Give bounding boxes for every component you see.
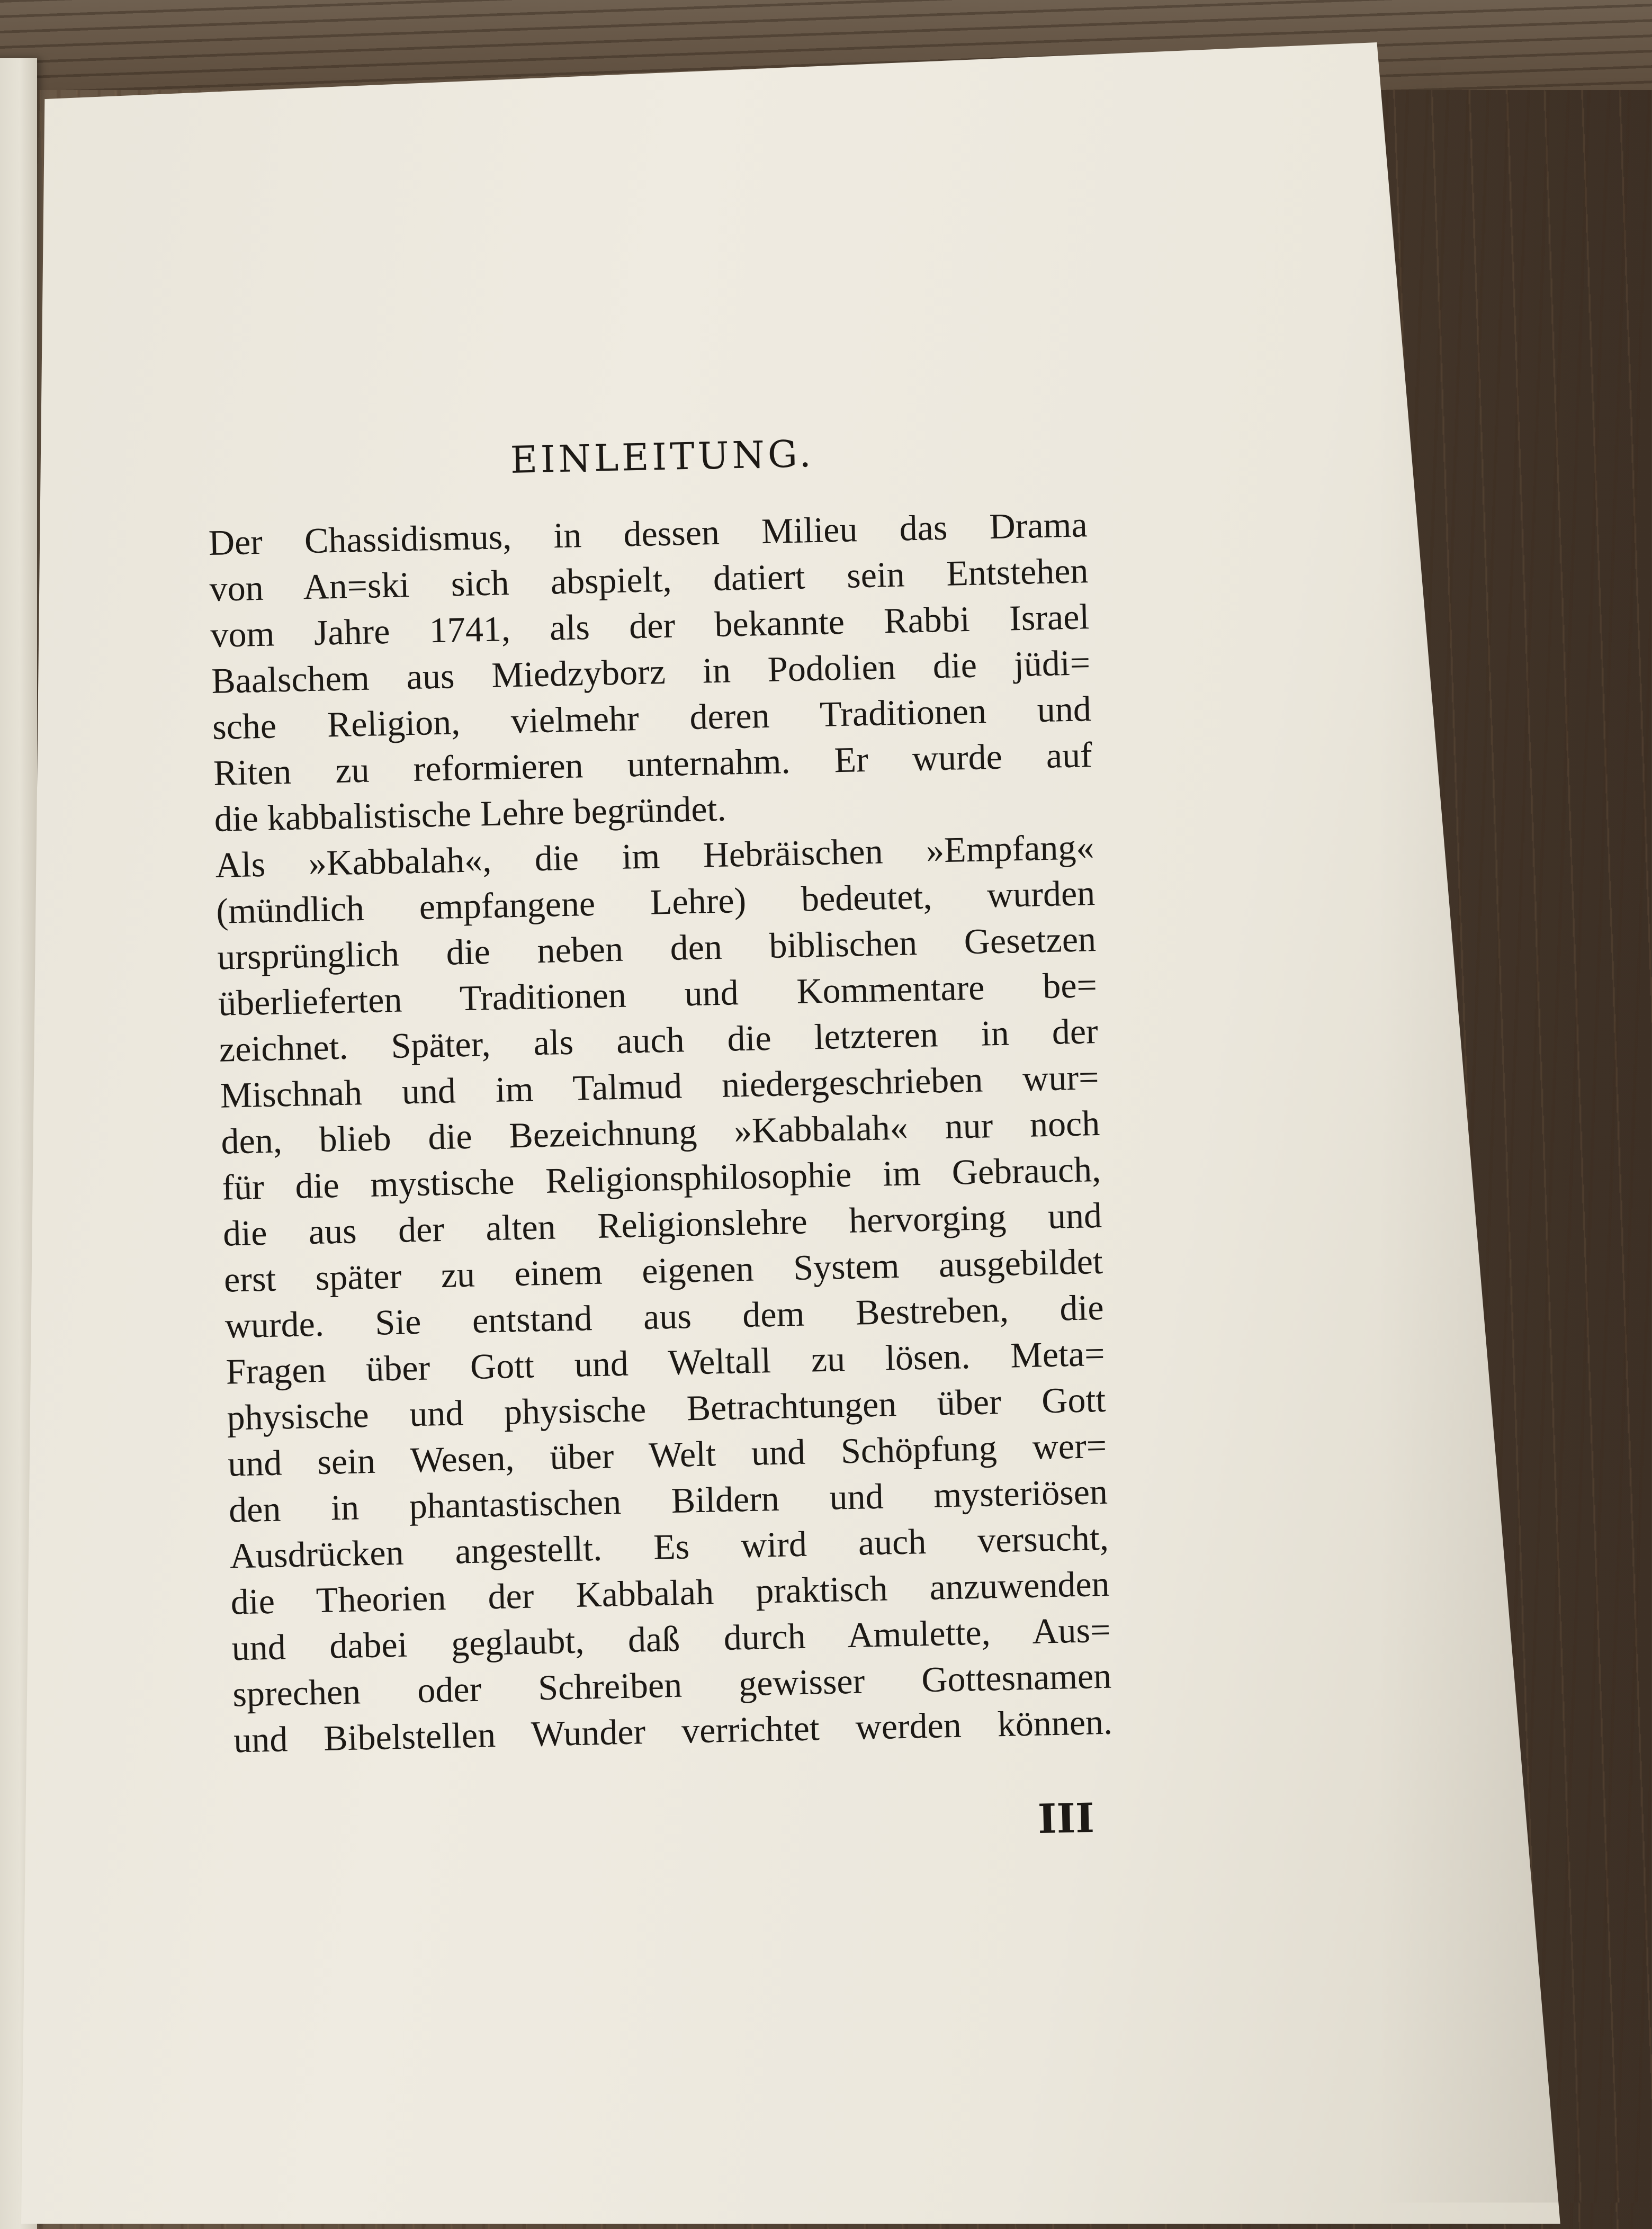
text-line: für die mystische Religionsphilosophie im Gebrauch,: [221, 1148, 1101, 1208]
text-line: die kabbalistische Lehre begründet.: [214, 788, 727, 839]
text-line: von An=ski sich abspielt, datiert sein Entstehen: [209, 550, 1089, 609]
text-line: Der Chassidismus, in dessen Milieu das Drama: [208, 504, 1088, 563]
text-line: vom Jahre 1741, als der bekannte Rabbi Israel: [210, 596, 1090, 655]
text-line: sprechen oder Schreiben gewisser Gottesnamen: [232, 1655, 1112, 1714]
text-line: zeichnet. Später, als auch die letzteren in der: [219, 1010, 1099, 1069]
text-line: Ausdrücken angestellt. Es wird auch versucht,: [229, 1517, 1109, 1576]
text-line: Als »Kabbalah«, die im Hebräischen »Empfang«: [214, 826, 1095, 885]
text-line: und sein Wesen, über Welt und Schöpfung wer=: [227, 1425, 1107, 1484]
text-line: wurde. Sie entstand aus dem Bestreben, die: [225, 1287, 1105, 1346]
text-line: überlieferten Traditionen und Kommentare be=: [218, 965, 1098, 1023]
text-line: und Bibelstellen Wunder verrichtet werden können.: [233, 1701, 1113, 1760]
body-text: [208, 501, 1113, 1763]
text-line: Riten zu reformieren unternahm. Er wurde auf: [213, 734, 1093, 793]
text-line: die Theorien der Kabbalah praktisch anzuwenden: [230, 1563, 1110, 1622]
chapter-heading: EINLEITUNG.: [509, 432, 815, 482]
text-line: sche Religion, vielmehr deren Traditionen und: [212, 688, 1092, 747]
text-line: ursprünglich die neben den biblischen Gesetzen: [217, 919, 1097, 977]
text-line: Mischnah und im Talmud niedergeschrieben wur=: [219, 1056, 1100, 1116]
text-line: die aus der alten Religionslehre hervorging und: [222, 1194, 1102, 1254]
page-number: III: [1037, 1794, 1095, 1843]
text-line: den in phantastischen Bildern und mysteriösen: [228, 1471, 1108, 1530]
text-line: physische und physische Betrachtungen über Gott: [226, 1379, 1106, 1438]
text-line: und dabei geglaubt, daß durch Amulette, Aus=: [231, 1609, 1111, 1668]
text-line: Fragen über Gott und Weltall zu lösen. Meta=: [225, 1333, 1106, 1392]
page-content: [206, 426, 1113, 1763]
text-line: erst später zu einem eigenen System ausgebildet: [223, 1241, 1103, 1300]
text-line: Baalschem aus Miedzyborz in Podolien die jüdi=: [211, 642, 1091, 701]
text-line: (mündlich empfangene Lehre) bedeutet, wurden: [216, 873, 1096, 931]
text-line: den, blieb die Bezeichnung »Kabbalah« nur noch: [220, 1102, 1100, 1162]
